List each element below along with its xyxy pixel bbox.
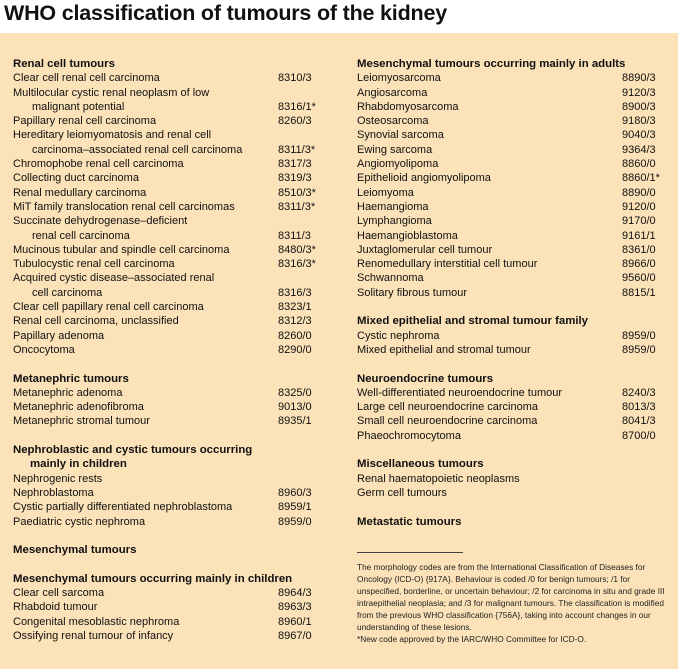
tumour-name-line: Solitary fibrous tumour	[357, 286, 468, 299]
tumour-name-line: carcinoma–associated renal cell carcinoma	[32, 143, 243, 156]
classification-row	[357, 343, 669, 357]
classification-row	[13, 586, 333, 600]
section-heading-line: mainly in children	[30, 458, 127, 471]
tumour-name	[357, 486, 669, 500]
icd-o-code: 9161/1	[622, 229, 656, 242]
icd-o-code: 8013/3	[622, 401, 656, 414]
classification-row	[13, 486, 333, 500]
tumour-name-line: Collecting duct carcinoma	[13, 172, 139, 185]
section-heading	[13, 57, 333, 71]
tumour-name-line: Angiosarcoma	[357, 86, 428, 99]
icd-o-code: 8963/3	[278, 601, 312, 614]
tumour-name-line: Congenital mesoblastic nephroma	[13, 615, 180, 628]
classification-row	[357, 143, 669, 157]
icd-o-code: 8960/1	[278, 615, 312, 628]
classification-row	[13, 600, 333, 614]
icd-o-code: 8900/3	[622, 100, 656, 113]
footnote-text	[357, 561, 669, 645]
section-heading	[13, 372, 333, 386]
classification-row	[13, 629, 333, 643]
icd-o-code: 8316/1*	[278, 100, 316, 113]
section	[357, 515, 669, 529]
icd-o-code: 8959/0	[278, 515, 312, 528]
icd-o-code: 8960/3	[278, 486, 312, 499]
tumour-name-line: Paediatric cystic nephroma	[13, 515, 146, 528]
section-heading-line: Neuroendocrine tumours	[357, 372, 494, 385]
classification-row	[13, 400, 333, 414]
icd-o-code: 8240/3	[622, 386, 656, 399]
classification-row	[357, 114, 669, 128]
section-heading	[357, 57, 669, 71]
icd-o-code: 8260/0	[278, 329, 312, 342]
footnote-rule	[357, 552, 463, 553]
classification-row	[13, 86, 333, 115]
classification-row	[357, 429, 669, 443]
tumour-name-line: Metanephric adenofibroma	[13, 401, 144, 414]
classification-row	[13, 186, 333, 200]
tumour-name-line: Haemangioma	[357, 200, 429, 213]
tumour-name-line: Acquired cystic disease–associated renal	[13, 272, 215, 285]
page-title: WHO classification of tumours of the kidney	[4, 1, 447, 25]
tumour-name-line: Juxtaglomerular cell tumour	[357, 243, 493, 256]
classification-row	[357, 386, 669, 400]
classification-row	[357, 186, 669, 200]
tumour-name-line: Rhabdomyosarcoma	[357, 100, 459, 113]
tumour-name-line: renal cell carcinoma	[32, 229, 130, 242]
icd-o-code: 8311/3	[278, 229, 311, 242]
icd-o-code: 9180/3	[622, 115, 656, 128]
section-heading	[13, 572, 333, 586]
icd-o-code: 8480/3*	[278, 243, 316, 256]
tumour-name-line: Renal medullary carcinoma	[13, 186, 147, 199]
tumour-name-line: Small cell neuroendocrine carcinoma	[357, 415, 538, 428]
icd-o-code: 8860/1*	[622, 172, 660, 185]
tumour-name-line: Schwannoma	[357, 272, 424, 285]
classification-row	[13, 71, 333, 85]
icd-o-code: 8860/0	[622, 158, 656, 171]
classification-row	[13, 300, 333, 314]
classification-row	[357, 486, 669, 500]
icd-o-code: 8310/3	[278, 72, 312, 85]
icd-o-code: 8361/0	[622, 243, 656, 256]
classification-row	[357, 71, 669, 85]
tumour-name-line: Synovial sarcoma	[357, 129, 444, 142]
icd-o-code: 8959/0	[622, 329, 656, 342]
icd-o-code: 8312/3	[278, 315, 312, 328]
tumour-name-line: Well-differentiated neuroendocrine tumour	[357, 386, 563, 399]
section-heading-line: Metastatic tumours	[357, 515, 462, 528]
tumour-name-line: Papillary adenoma	[13, 329, 105, 342]
classification-row	[13, 157, 333, 171]
icd-o-code: 9364/3	[622, 143, 656, 156]
section-heading	[357, 372, 669, 386]
tumour-name-line: Rhabdoid tumour	[13, 601, 98, 614]
classification-row	[357, 157, 669, 171]
tumour-name	[357, 472, 669, 486]
classification-row	[13, 414, 333, 428]
classification-row	[13, 257, 333, 271]
classification-row	[357, 400, 669, 414]
icd-o-code: 8510/3*	[278, 186, 316, 199]
icd-o-code: 9560/0	[622, 272, 656, 285]
tumour-name-line: Nephrogenic rests	[13, 472, 103, 485]
icd-o-code: 9170/0	[622, 215, 656, 228]
icd-o-code: 8290/0	[278, 343, 312, 356]
tumour-name-line: Succinate dehydrogenase–deficient	[13, 215, 188, 228]
tumour-name-line: Cystic nephroma	[357, 329, 440, 342]
section	[13, 543, 333, 557]
icd-o-code: 8041/3	[622, 415, 656, 428]
tumour-name-line: Epithelioid angiomyolipoma	[357, 172, 491, 185]
section-heading-line: Renal cell tumours	[13, 58, 115, 70]
icd-o-code: 8317/3	[278, 158, 312, 171]
section	[13, 443, 333, 529]
tumour-name-line: Chromophobe renal cell carcinoma	[13, 158, 184, 171]
icd-o-code: 8319/3	[278, 172, 312, 185]
tumour-name-line: Large cell neuroendocrine carcinoma	[357, 401, 538, 414]
icd-o-code: 8311/3*	[278, 200, 316, 213]
classification-row	[13, 171, 333, 185]
icd-o-code: 8815/1	[622, 286, 656, 299]
section-heading-line: Nephroblastic and cystic tumours occurring	[13, 444, 253, 457]
section-heading	[357, 515, 669, 529]
icd-o-code: 8316/3*	[278, 258, 316, 271]
right-column	[357, 57, 669, 543]
tumour-name-line: Germ cell tumours	[357, 486, 447, 499]
tumour-name-line: Lymphangioma	[357, 215, 432, 228]
tumour-name-line: Clear cell renal cell carcinoma	[13, 72, 160, 85]
tumour-name-line: Metanephric adenoma	[13, 386, 123, 399]
classification-panel	[0, 33, 678, 669]
classification-row	[13, 114, 333, 128]
section	[13, 57, 333, 357]
tumour-name-line: Renal cell carcinoma, unclassified	[13, 315, 179, 328]
icd-o-code: 9040/3	[622, 129, 656, 142]
section-heading	[357, 457, 669, 471]
tumour-name-line: Angiomyolipoma	[357, 158, 439, 171]
tumour-name-line: Mucinous tubular and spindle cell carcinoma	[13, 243, 230, 256]
classification-row	[13, 343, 333, 357]
icd-o-code: 8316/3	[278, 286, 312, 299]
icd-o-code: 8890/0	[622, 186, 656, 199]
left-column	[13, 57, 333, 657]
classification-row	[13, 214, 333, 243]
tumour-name-line: Tubulocystic renal cell carcinoma	[13, 258, 175, 271]
icd-o-code: 8959/0	[622, 343, 656, 356]
tumour-name-line: Papillary renal cell carcinoma	[13, 115, 157, 128]
classification-row	[357, 271, 669, 285]
classification-row	[13, 243, 333, 257]
section-heading	[13, 443, 333, 472]
classification-row	[13, 128, 333, 157]
classification-row	[357, 414, 669, 428]
tumour-name-line: Renal haematopoietic neoplasms	[357, 472, 520, 485]
tumour-name-line: Clear cell sarcoma	[13, 586, 105, 599]
tumour-name-line: Hereditary leiomyomatosis and renal cell	[13, 129, 212, 142]
classification-row	[357, 286, 669, 300]
icd-o-code: 8700/0	[622, 429, 656, 442]
footnote	[357, 552, 669, 645]
section	[357, 57, 669, 300]
classification-row	[357, 329, 669, 343]
tumour-name-line: Oncocytoma	[13, 343, 75, 356]
tumour-name-line: Clear cell papillary renal cell carcinoma	[13, 301, 204, 314]
icd-o-code: 8967/0	[278, 629, 312, 642]
icd-o-code: 8959/1	[278, 501, 312, 514]
classification-row	[357, 128, 669, 142]
section-heading-line: Miscellaneous tumours	[357, 458, 484, 471]
footnote-paragraph: *New code approved by the IARC/WHO Committee for ICD-O.	[357, 634, 587, 644]
section-heading	[357, 314, 669, 328]
classification-row	[357, 257, 669, 271]
classification-row	[357, 86, 669, 100]
classification-row	[357, 214, 669, 228]
icd-o-code: 8966/0	[622, 258, 656, 271]
tumour-name-line: Nephroblastoma	[13, 486, 94, 499]
classification-row	[357, 100, 669, 114]
section	[13, 572, 333, 643]
tumour-name-line: Mixed epithelial and stromal tumour	[357, 343, 531, 356]
section	[357, 372, 669, 443]
tumour-name-line: Osteosarcoma	[357, 115, 429, 128]
section	[357, 457, 669, 500]
tumour-name-line: Multilocular cystic renal neoplasm of low	[13, 86, 210, 99]
tumour-name-line: Cystic partially differentiated nephroblastoma	[13, 501, 233, 514]
tumour-name-line: MiT family translocation renal cell carcinomas	[13, 200, 235, 213]
classification-row	[13, 515, 333, 529]
footnote-paragraph: The morphology codes are from the International Classification of Diseases for Oncology (ICD-O) {917A}. Behaviour is coded /0 for benign tumours; /1 for unspecified, borderline, or uncertain behaviour; /2 for carcinoma in situ and grade III intraepithelial neoplasia; and /3 for malignant tumours. The classification is modified from the previous WHO classification {756A}, taking into account changes in our understanding of these lesions.	[357, 562, 665, 632]
icd-o-code: 8935/1	[278, 415, 312, 428]
classification-row	[13, 386, 333, 400]
tumour-name-line: malignant potential	[32, 100, 125, 113]
classification-row	[13, 271, 333, 300]
icd-o-code: 8890/3	[622, 72, 656, 85]
tumour-name-line: Leiomyosarcoma	[357, 72, 441, 85]
tumour-name-line: Haemangioblastoma	[357, 229, 458, 242]
icd-o-code: 8311/3*	[278, 143, 316, 156]
tumour-name-line: cell carcinoma	[32, 286, 103, 299]
classification-row	[357, 171, 669, 185]
section-heading	[13, 543, 333, 557]
tumour-name-line: Leiomyoma	[357, 186, 414, 199]
icd-o-code: 8325/0	[278, 386, 312, 399]
tumour-name	[13, 472, 333, 486]
tumour-name-line: Phaeochromocytoma	[357, 429, 461, 442]
section-heading-line: Mesenchymal tumours	[13, 544, 137, 557]
section	[357, 314, 669, 357]
classification-row	[13, 615, 333, 629]
icd-o-code: 9120/0	[622, 200, 656, 213]
tumour-name-line: Ossifying renal tumour of infancy	[13, 629, 174, 642]
icd-o-code: 9120/3	[622, 86, 656, 99]
icd-o-code: 8964/3	[278, 586, 312, 599]
section-heading-line: Mixed epithelial and stromal tumour family	[357, 315, 589, 328]
classification-row	[13, 329, 333, 343]
tumour-name-line: Renomedullary interstitial cell tumour	[357, 258, 538, 271]
classification-row	[357, 229, 669, 243]
icd-o-code: 8323/1	[278, 301, 312, 314]
section-heading-line: Metanephric tumours	[13, 372, 129, 385]
section-heading-line: Mesenchymal tumours occurring mainly in adults	[357, 58, 626, 70]
classification-row	[357, 472, 669, 486]
icd-o-code: 8260/3	[278, 115, 312, 128]
classification-row	[13, 200, 333, 214]
classification-row	[13, 314, 333, 328]
classification-row	[357, 200, 669, 214]
section	[13, 372, 333, 429]
classification-row	[13, 500, 333, 514]
classification-row	[13, 472, 333, 486]
section-heading-line: Mesenchymal tumours occurring mainly in children	[13, 572, 293, 585]
tumour-name-line: Metanephric stromal tumour	[13, 415, 150, 428]
icd-o-code: 9013/0	[278, 401, 312, 414]
classification-row	[357, 243, 669, 257]
tumour-name-line: Ewing sarcoma	[357, 143, 433, 156]
